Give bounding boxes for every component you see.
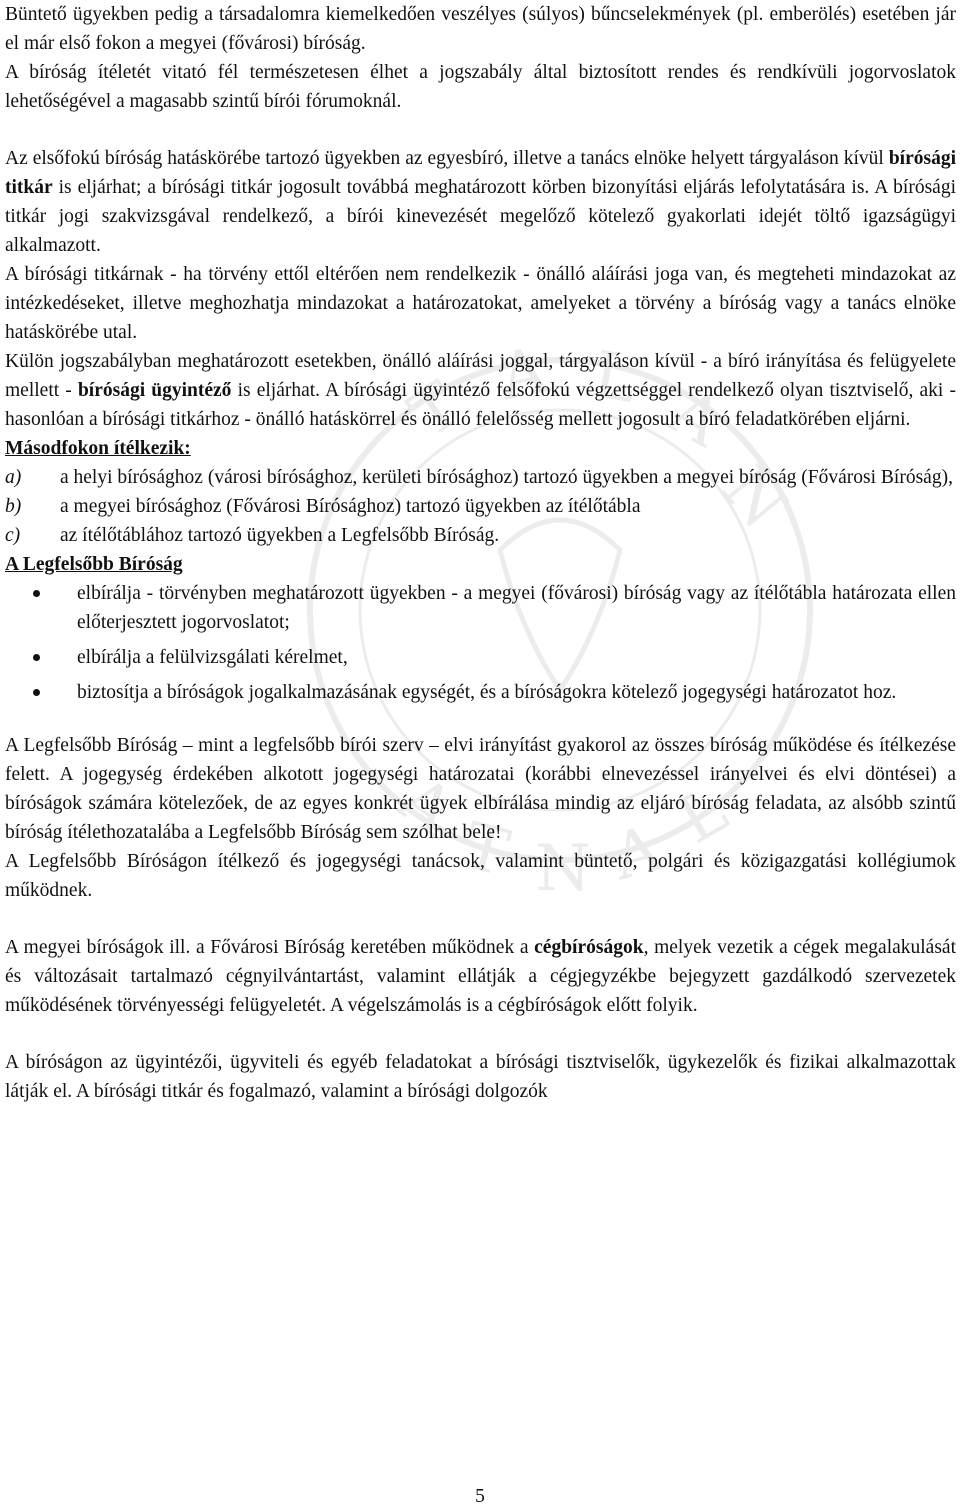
paragraph-legal-remedies: A bíróság ítéletét vitató fél természetesen élhet a jogszabály által biztosított rendes és rendkívüli jogorvoslatok lehetőségével a magasabb szintű bírói fórumoknál. xyxy=(5,62,956,112)
bullet-icon xyxy=(5,643,77,672)
list-marker: a) xyxy=(5,467,22,488)
svg-text:A: A xyxy=(492,333,554,416)
list-item-text: az ítélőtáblához tartozó ügyekben a Legfelsőbb Bíróság. xyxy=(60,525,500,546)
text-run: A megyei bíróságok ill. a Fővárosi Bíróság keretében működnek a xyxy=(5,937,535,958)
document-body xyxy=(5,0,956,1106)
term-court-secretary: bírósági titkár xyxy=(5,148,956,198)
list-item xyxy=(5,463,956,492)
bullet-item xyxy=(5,579,956,637)
paragraph-court-clerk xyxy=(5,347,956,434)
bullet-text: elbírálja a felülvizsgálati kérelmet, xyxy=(77,647,348,668)
heading-supreme-court: A Legfelsőbb Bíróság xyxy=(5,554,183,575)
bullet-text: elbírálja - törvényben meghatározott ügyekben - a megyei (fővárosi) bíróság vagy az ítélőtábla határozata ellen előterjesztett jogorvoslatot; xyxy=(77,583,956,633)
list-item xyxy=(5,492,956,521)
list-item xyxy=(5,521,956,550)
svg-text:N: N xyxy=(707,452,801,544)
bullet-item xyxy=(5,643,956,672)
bullet-icon xyxy=(5,579,77,637)
paragraph-registry-courts xyxy=(5,933,956,1020)
paragraph-supreme-court-role: A Legfelsőbb Bíróság – mint a legfelsőbb bírói szerv – elvi irányítást gyakorol az összes bíróság működése és ítélkezése felett. A jogegység érdekében alkotott jogegységi határozatai (korábbi elnevezéssel irányelvei és elvi döntései) a bíróságok számára kötelezőek, de az egyes konkrét ügyek elbírálása mindig az eljáró bíróság feladata, az alsóbb szintű bíróság ítélethozatalába a Legfelsőbb Bíróság sem szólhat bele! xyxy=(5,735,956,843)
paragraph-secretary-powers: A bírósági titkárnak - ha törvény ettől eltérően nem rendelkezik - önálló aláírási joga van, és megteheti mindazokat az intézkedéseket, illetve meghozhatja mindazokat a határozatokat, amelyeket a törvény a bíróság vagy a tanács elnöke hatáskörébe utal. xyxy=(5,264,956,343)
svg-text:N: N xyxy=(535,832,591,906)
list-item-text: a helyi bírósághoz (városi bírósághoz, kerületi bírósághoz) tartozó ügyekben a megyei bíróság (Fővárosi Bíróság), xyxy=(60,467,953,488)
paragraph-supreme-court-councils: A Legfelsőbb Bíróságon ítélkező és jogegységi tanácsok, valamint büntető, polgári és közigazgatási kollégiumok működnek. xyxy=(5,851,956,901)
paragraph-criminal-cases: Büntető ügyekben pedig a társadalomra kiemelkedően veszélyes (súlyos) bűncselekmények (pl. emberölés) esetében jár el már első fokon a megyei (fővárosi) bíróság. xyxy=(5,4,956,54)
svg-text:A: A xyxy=(385,762,467,850)
text-run: Külön jogszabályban meghatározott esetekben, önálló aláírási joggal, tárgyaláson kívül - a bíró irányítása és felügyelete mellett - xyxy=(5,351,956,401)
heading-second-instance: Másodfokon ítélkezik: xyxy=(5,438,191,459)
bullet-item xyxy=(5,678,956,707)
text-run: is eljárhat. A bírósági ügyintéző felsőfokú végzettséggel rendelkező olyan tisztviselő, aki - hasonlóan a bírósági titkárhoz - önálló hatáskörrel és önálló felelősség mellett jogosult a bíró feladatkörében eljárni. xyxy=(5,380,956,430)
svg-text:L: L xyxy=(587,337,642,419)
svg-text:T: T xyxy=(396,368,475,454)
second-instance-list xyxy=(5,463,956,550)
page-number: 5 xyxy=(475,1486,485,1507)
list-marker: c) xyxy=(5,525,21,546)
list-item-text: a megyei bírósághoz (Fővárosi Bírósághoz) tartozó ügyekben az ítélőtábla xyxy=(60,496,641,517)
term-court-clerk: bírósági ügyintéző xyxy=(77,380,232,401)
svg-text:A: A xyxy=(657,374,735,462)
svg-text:L: L xyxy=(666,773,740,859)
paragraph-court-secretary xyxy=(5,144,956,260)
bullet-text: biztosítja a bíróságok jogalkalmazásának egységét, és a bíróságokra kötelező jogegységi határozatot hoz. xyxy=(77,682,897,703)
text-run: Az elsőfokú bíróság hatáskörébe tartozó ügyekben az egyesbíró, illetve a tanács elnöke helyett tárgyaláson kívül xyxy=(5,148,889,169)
list-marker: b) xyxy=(5,496,22,517)
supreme-court-duties xyxy=(5,579,956,707)
term-registry-courts: cégbíróságok xyxy=(534,937,644,958)
text-run: , melyek vezetik a cégek megalakulását és változásait tartalmazó cégnyilvántartást, valamint ellátják a cégjegyzékbe bejegyzett gazdálkodó szervezetek működésének törvényességi felügyeletét. A végelszámolás is a cégbíróságok előtt folyik. xyxy=(5,937,956,1016)
text-run: is eljárhat; a bírósági titkár jogosult továbbá meghatározott körben bizonyítási eljárás lefolytatására is. A bírósági titkár jogi szakvizsgával rendelkező, a bírói kinevezését megelőző kötelező gyakorlati idejét töltő igazságügyi alkalmazott. xyxy=(5,177,956,256)
svg-text:T: T xyxy=(455,808,517,892)
svg-text:A: A xyxy=(604,812,669,896)
paragraph-court-staff: A bíróságon az ügyintézői, ügyviteli és egyéb feladatokat a bírósági tisztviselők, ügykezelők és fizikai alkalmazottak látják el. A bírósági titkár és fogalmazó, valamint a bírósági dolgozók xyxy=(5,1052,956,1102)
bullet-icon xyxy=(5,678,77,707)
